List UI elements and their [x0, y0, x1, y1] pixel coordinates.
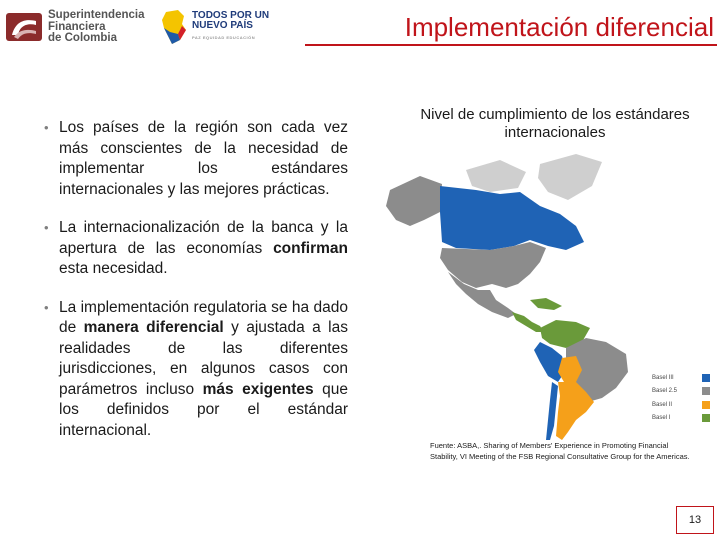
colombia-map-icon	[160, 8, 188, 46]
superintendencia-logo	[6, 10, 145, 45]
legend-swatch	[702, 374, 710, 382]
bullet-item	[44, 118, 348, 200]
bullet-marker: •	[44, 120, 49, 135]
legend-item	[652, 398, 710, 412]
bullet-item	[44, 218, 348, 280]
legend-swatch	[702, 387, 710, 395]
legend-item	[652, 371, 710, 385]
page-number: 13	[688, 514, 702, 526]
legend-item	[652, 385, 710, 399]
map-region-alaska	[386, 176, 442, 226]
bullet-text: La implementación regulatoria se ha dado de	[59, 298, 348, 336]
gov-logo-line1: TODOS POR UN	[192, 10, 270, 21]
legend-label: Basel I	[652, 415, 671, 422]
superintendencia-emblem-icon	[6, 11, 42, 43]
source-note: Fuente: ASBA,. Sharing of Members' Experience in Promoting Financial Stability, VI Meeting of the FSB Regional Consultative Group for the Americas.	[430, 441, 690, 461]
page-number-box	[676, 506, 714, 534]
gov-logo-line2: NUEVO PAÍS	[192, 20, 253, 31]
map-region-arctic	[466, 160, 526, 192]
legend-item	[652, 412, 710, 426]
legend-swatch	[702, 414, 710, 422]
bullet-emphasis: más exigentes	[202, 380, 314, 398]
legend-label: Basel III	[652, 374, 674, 381]
bullet-text: que los definidos por el estándar internacional.	[59, 380, 348, 439]
legend-label: Basel 2.5	[652, 388, 678, 395]
map-region-central-america	[512, 312, 544, 332]
americas-map	[380, 150, 640, 440]
map-region-caribbean	[530, 298, 562, 310]
bullet-marker: •	[44, 220, 49, 235]
org-name-line2: Financiera	[48, 20, 106, 33]
bullet-item	[44, 298, 348, 442]
map-legend	[652, 371, 710, 425]
org-name-line1: Superintendencia	[48, 9, 145, 21]
bullet-text: esta necesidad.	[59, 260, 168, 277]
map-region-chile	[546, 382, 558, 440]
bullet-text: La internacionalización de la banca y la apertura de las economías	[59, 219, 348, 257]
bullet-list	[44, 118, 348, 459]
gov-logo-sub: PAZ EQUIDAD EDUCACIÓN	[192, 35, 256, 40]
legend-swatch	[702, 401, 710, 409]
bullet-emphasis: confirman	[273, 239, 348, 257]
bullet-text: Los países de la región son cada vez más conscientes de la necesidad de implementar los estándares internacionales y las mejores prácticas.	[59, 119, 348, 198]
bullet-emphasis: manera diferencial	[83, 319, 224, 336]
slide-title: Implementación diferencial	[404, 12, 714, 42]
org-name-line3: de Colombia	[48, 32, 118, 44]
bullet-marker: •	[44, 299, 49, 315]
map-title: Nivel de cumplimiento de los estándares internacionales	[420, 106, 690, 141]
map-region-greenland	[538, 154, 602, 200]
title-divider	[305, 44, 717, 46]
gov-logo	[160, 8, 269, 46]
bullet-text: y ajustada a las realidades de las diferentes jurisdicciones, en algunos casos con parámetros incluso	[59, 319, 348, 398]
legend-label: Basel II	[652, 401, 673, 408]
